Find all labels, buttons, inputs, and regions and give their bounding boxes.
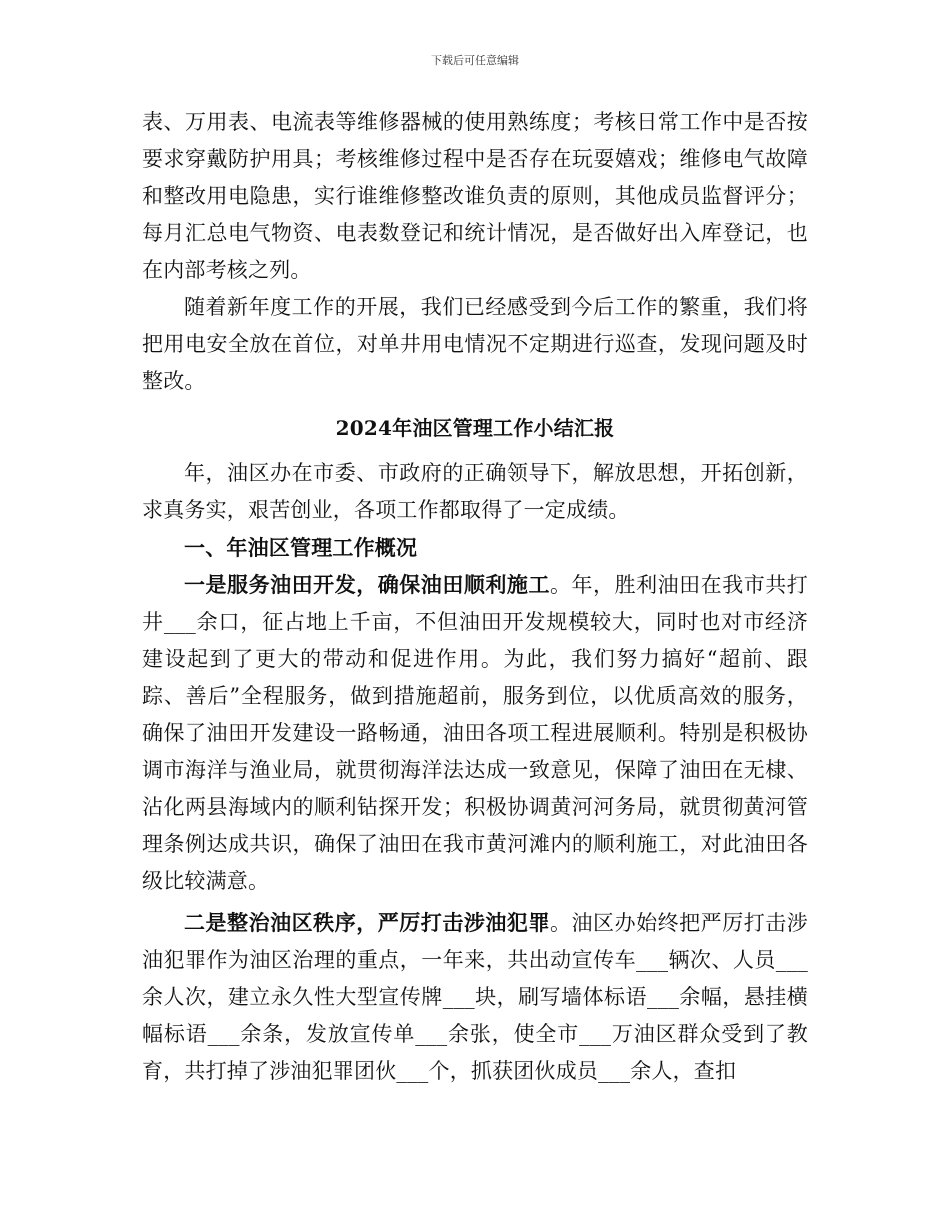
paragraph-order-rectification	[142, 904, 808, 1090]
page-header: 下载后可任意编辑	[431, 54, 519, 67]
paragraph-body-text: 。年，胜利油田在我市共打井___余口，征占地上千亩，不但油田开发规模较大，同时也对市经济建设起到了更大的带动和促进作用。为此，我们努力搞好“超前、跟踪、善后”全程服务，做到措施超前，服务到位，以优质高效的服务，确保了油田开发建设一路畅通，油田各项工程进展顺利。特别是积极协调市海洋与渔业局，就贯彻海洋法达成一致意见，保障了油田在无棣、沾化两县海域内的顺利钻探开发；积极协调黄河河务局，就贯彻黄河管理条例达成共识，确保了油田在我市黄河滩内的顺利施工，对此油田各级比较满意。	[142, 573, 808, 893]
paragraph-lead-bold: 一是服务油田开发，确保油田顺利施工	[184, 572, 550, 597]
paragraph-body-text: 。油区办始终把严厉打击涉油犯罪作为油区治理的重点，一年来，共出动宣传车___辆次、人员___余人次，建立永久性大型宣传牌___块，刷写墙体标语___余幅，悬挂横幅标语___余条，发放宣传单___余张，使全市___万油区群众受到了教育，共打掉了涉油犯罪团伙___个，抓获团伙成员___余人，查扣	[142, 911, 808, 1083]
paragraph-intro: 年，油区办在市委、市政府的正确领导下，解放思想，开拓创新，求真务实，艰苦创业，各项工作都取得了一定成绩。	[142, 461, 808, 522]
paragraph-continued: 表、万用表、电流表等维修器械的使用熟练度；考核日常工作中是否按要求穿戴防护用具；考核维修过程中是否存在玩耍嬉戏；维修电气故障和整改用电隐患，实行谁维修整改谁负责的原则，其他成员监督评分；每月汇总电气物资、电表数登记和统计情况，是否做好出入库登记，也在内部考核之列。	[142, 110, 808, 282]
paragraph-safety: 随着新年度工作的开展，我们已经感受到今后工作的繁重，我们将把用电安全放在首位，对单井用电情况不定期进行巡查，发现问题及时整改。	[142, 295, 808, 393]
paragraph-oilfield-service	[142, 566, 808, 900]
section-title: 2024年油区管理工作小结汇报	[335, 416, 615, 440]
heading-overview: 一、年油区管理工作概况	[184, 535, 418, 560]
document-body	[142, 104, 808, 1090]
paragraph-lead-bold: 二是整治油区秩序，严厉打击涉油犯罪	[184, 910, 550, 935]
